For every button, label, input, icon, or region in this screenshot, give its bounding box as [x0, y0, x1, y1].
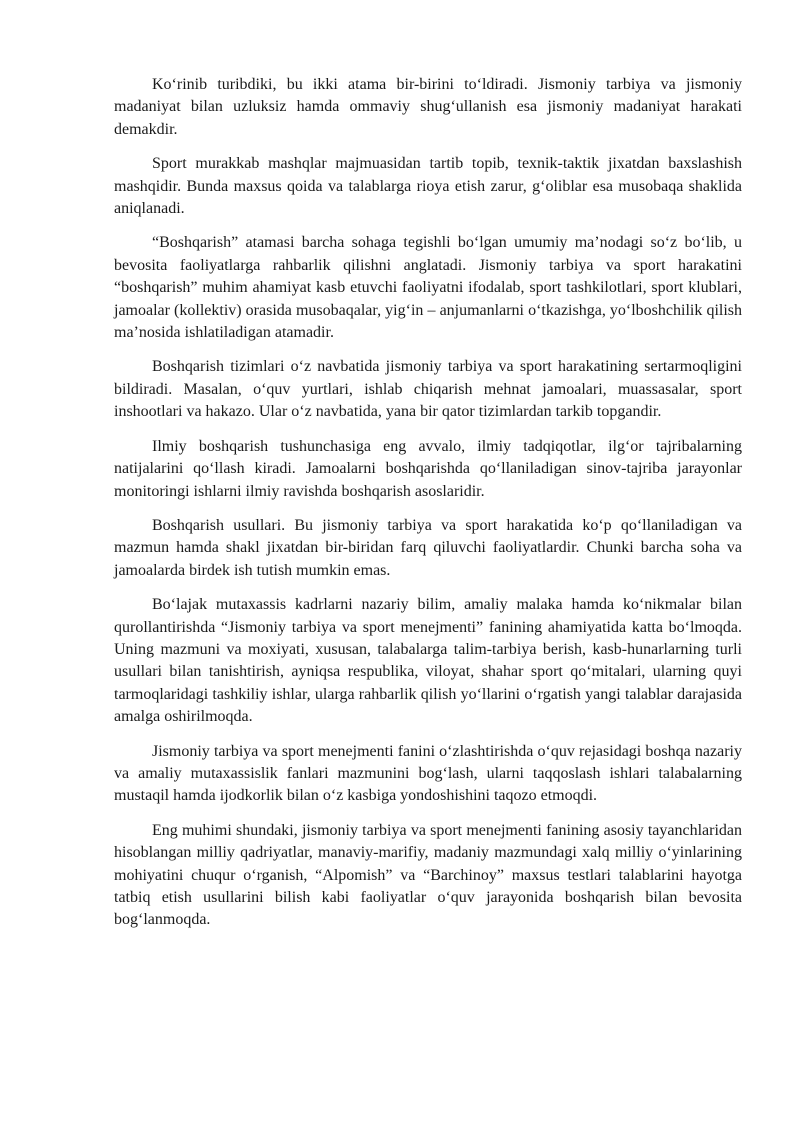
paragraph-9: Eng muhimi shundaki, jismoniy tarbiya va sport menejmenti fanining asosiy tayanchlaridan hisoblangan milliy qadriyatlar, manaviy-marifiy, madaniy mazmundagi xalq milliy o‘yinlarining mohiyatini chuqur o‘rganish, “Alpomish” va “Barchinoy” maxsus testlari talablarini hayotga tatbiq etish usullarini bilish kabi faoliyatlar o‘quv jarayonida boshqarish bilan bevosita bog‘lanmoqda.: [114, 821, 742, 929]
paragraph-1: Ko‘rinib turibdiki, bu ikki atama bir-birini to‘ldiradi. Jismoniy tarbiya va jismoniy madaniyat bilan uzluksiz hamda ommaviy shug‘ullanish esa jismoniy madaniyat harakati demakdir.: [114, 76, 742, 138]
paragraph-4: Boshqarish tizimlari o‘z navbatida jismoniy tarbiya va sport harakatining sertarmoqligini bildiradi. Masalan, o‘quv yurtlari, ishlab chiqarish mehnat jamoalari, muassasalar, sport inshootlari va hakazo. Ular o‘z navbatida, yana bir qator tizimlardan tarkib topgandir.: [114, 358, 742, 421]
paragraph-2: Sport murakkab mashqlar majmuasidan tartib topib, texnik-taktik jixatdan baxslashish mashqidir. Bunda maxsus qoida va talablarga rioya etish zarur, g‘oliblar esa musobaqa shaklida aniqlanadi.: [114, 155, 742, 218]
paragraph-7: Bo‘lajak mutaxassis kadrlarni nazariy bilim, amaliy malaka hamda ko‘nikmalar bilan qurollantirishda “Jismoniy tarbiya va sport menejmenti” fanining ahamiyatida katta bo‘lmoqda. Uning mazmuni va moxiyati, xususan, talabalarga talim-tarbiya berish, kasb-hunarlarning turli usullari bilan tanishtirish, ayniqsa respublika, viloyat, shahar sport qo‘mitalari, ularning quyi tarmoqlaridagi tashkiliy ishlar, ularga rahbarlik qilish yo‘llarini o‘rgatish yangi talablar darajasida amalga oshirilmoqda.: [114, 596, 742, 726]
paragraph-3: “Boshqarish” atamasi barcha sohaga tegishli bo‘lgan umumiy ma’nodagi so‘z bo‘lib, u bevosita faoliyatlarga rahbarlik qilishni anglatadi. Jismoniy tarbiya va sport harakatini “boshqarish” muhim ahamiyat kasb etuvchi faoliyatni ifodalab, sport tashkilotlari, sport klublari, jamoalar (kollektiv) orasida musobaqalar, yig‘in – anjumanlarni o‘tkazishga, yo‘lboshchilik qilish ma’nosida ishlatiladigan atamadir.: [114, 234, 742, 342]
document-page: [114, 74, 742, 944]
paragraph-6: Boshqarish usullari. Bu jismoniy tarbiya va sport harakatida ko‘p qo‘llaniladigan va mazmun hamda shakl jixatdan bir-biridan farq qiluvchi faoliyatlardir. Chunki barcha soha va jamoalarda birdek ish tutish mumkin emas.: [114, 516, 742, 579]
paragraph-8: Jismoniy tarbiya va sport menejmenti fanini o‘zlashtirishda o‘quv rejasidagi boshqa nazariy va amaliy mutaxassislik fanlari mazmunini bog‘lash, ularni taqqoslash ishlari talabalarning mustaqil hamda ijodkorlik bilan o‘z kasbiga yondoshishini taqozo etmoqdi.: [114, 742, 742, 805]
paragraph-5: Ilmiy boshqarish tushunchasiga eng avvalo, ilmiy tadqiqotlar, ilg‘or tajribalarning natijalarini qo‘llash kiradi. Jamoalarni boshqarishda qo‘llaniladigan sinov-tajriba jarayonlar monitoringi ishlarni ilmiy ravishda boshqarish asoslaridir.: [114, 437, 742, 500]
